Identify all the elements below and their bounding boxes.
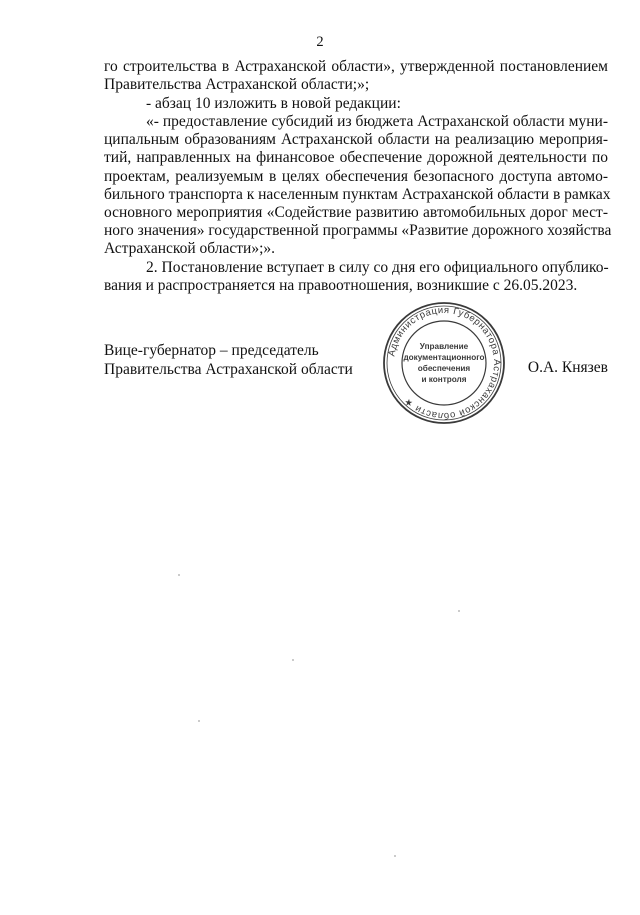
stamp-ring-text: Администрация Губернатора Астраханской области ★	[386, 304, 503, 422]
official-stamp	[382, 301, 506, 425]
text-line: тий, направленных на финансовое обеспечение дорожной деятельности по	[104, 149, 608, 166]
text-line: Правительства Астраханской области;»;	[104, 76, 370, 93]
text-line: «- предоставление субсидий из бюджета Астраханской области муни-	[146, 113, 608, 130]
text-line: - абзац 10 изложить в новой редакции:	[146, 95, 401, 112]
text-line: 2. Постановление вступает в силу со дня его официального опублико-	[146, 259, 609, 276]
signatory-position	[104, 341, 353, 379]
scan-speck	[394, 855, 396, 857]
text-line: бильного транспорта к населенным пунктам Астраханской области в рамках	[104, 186, 611, 203]
page-number: 2	[316, 34, 324, 50]
text-line: вания и распространяется на правоотношения, возникшие с 26.05.2023.	[104, 277, 578, 294]
stamp-center-text	[403, 342, 484, 384]
text-line: ципальным образованиям Астраханской области на реализацию мероприя-	[104, 131, 608, 148]
stamp-inner-ring	[402, 321, 486, 405]
svg-text:и контроля: и контроля	[421, 375, 467, 384]
text-line: проектам, реализуемым в целях обеспечения безопасного доступа автомо-	[104, 168, 608, 185]
text-line: Астраханской области»;».	[104, 240, 276, 257]
scan-speck	[458, 610, 460, 612]
text-line: го строительства в Астраханской области», утвержденной постановлением	[104, 58, 608, 75]
text-line: ного значения» государственной программы «Развитие дорожного хозяйства	[104, 222, 612, 239]
scan-speck	[198, 720, 200, 722]
text-line: основного мероприятия «Содействие развитию автомобильных дорог мест-	[104, 204, 608, 221]
signatory-position-line: Правительства Астраханской области	[104, 361, 353, 378]
svg-text:обеспечения: обеспечения	[417, 364, 471, 373]
svg-text:документационного: документационного	[403, 353, 485, 362]
svg-text:Управление: Управление	[419, 342, 469, 351]
scan-speck	[178, 574, 180, 576]
scan-speck	[292, 659, 294, 661]
signatory-position-line: Вице-губернатор – председатель	[104, 342, 319, 359]
signatory-name: О.А. Князев	[527, 359, 608, 376]
